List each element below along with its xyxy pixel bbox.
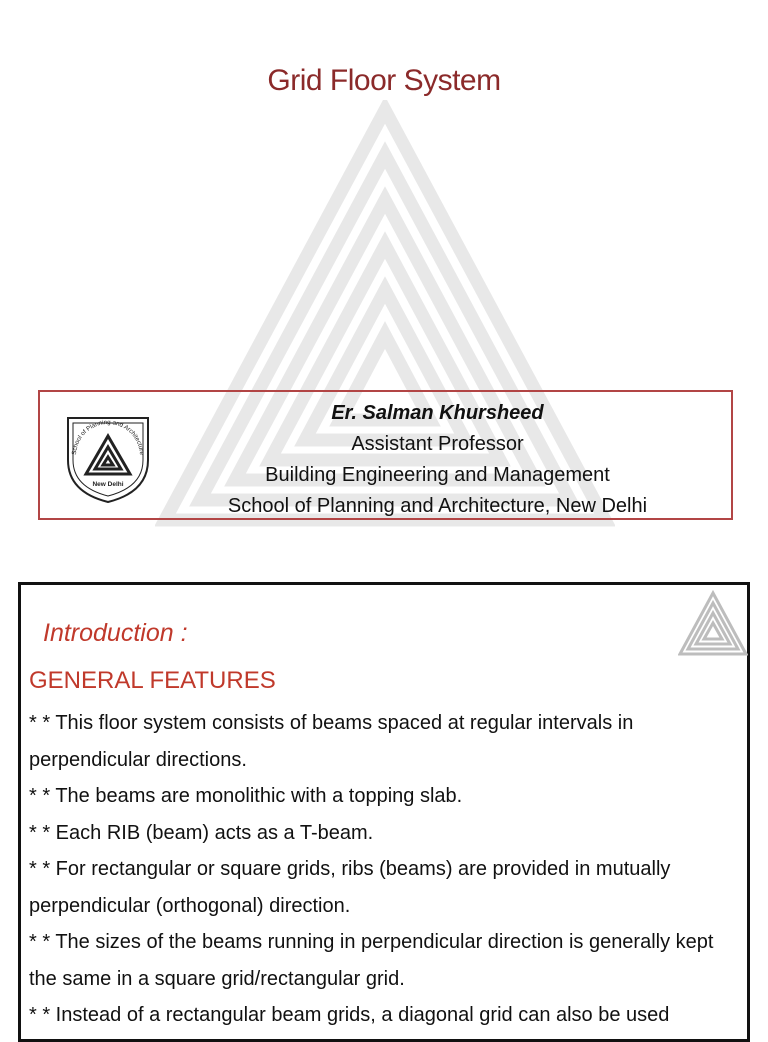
author-institution: School of Planning and Architecture, New Delhi [227, 495, 648, 517]
author-department: Building Engineering and Management [265, 464, 610, 486]
author-name: Er. Salman Khursheed [331, 402, 544, 424]
author-details [140, 398, 735, 522]
bullet-list [29, 705, 741, 1034]
bullet-item: * * This floor system consists of beams spaced at regular intervals in perpendicular directions. [29, 712, 634, 771]
author-position: Assistant Professor [351, 433, 524, 455]
section-subheading: GENERAL FEATURES [29, 667, 276, 694]
svg-text:School of Planning and Archite: School of Planning and Architecture [70, 418, 146, 456]
section-heading: Introduction : [43, 619, 188, 647]
introduction-slide [18, 582, 750, 1042]
bullet-item: * * The sizes of the beams running in perpendicular direction is generally kept the same in a square grid/rectangular grid. [29, 931, 714, 990]
bullet-item: * * The beams are monolithic with a topping slab. [29, 785, 463, 807]
spa-corner-logo [678, 590, 748, 656]
author-info-box [38, 390, 733, 520]
svg-text:New Delhi: New Delhi [92, 481, 124, 488]
bullet-item: * * Each RIB (beam) acts as a T-beam. [29, 821, 374, 844]
bullet-item: * * For rectangular or square grids, ribs (beams) are provided in mutually perpendicular (orthogonal) direction. [29, 858, 671, 917]
bullet-item: * * Instead of a rectangular beam grids, a diagonal grid can also be used [29, 1004, 670, 1026]
slide-title: Grid Floor System [267, 64, 501, 97]
